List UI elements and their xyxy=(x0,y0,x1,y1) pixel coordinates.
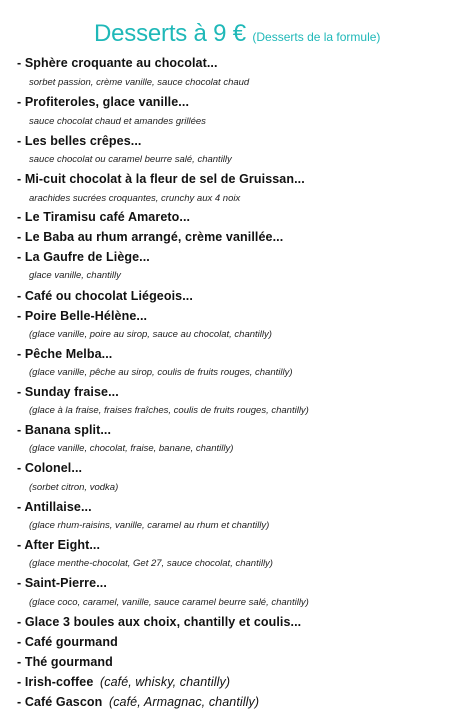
menu-item-desc: sauce chocolat ou caramel beurre salé, chantilly xyxy=(29,154,232,165)
menu-item: - Sunday fraise... xyxy=(17,385,119,399)
menu-item-name: - Café Gascon xyxy=(17,695,103,709)
menu-item-desc: (glace à la fraise, fraises fraîches, coulis de fruits rouges, chantilly) xyxy=(29,405,309,416)
menu-title-subtitle: (Desserts de la formule) xyxy=(252,30,381,44)
menu-item: - Profiteroles, glace vanille... xyxy=(17,95,190,109)
menu-item: - Le Tiramisu café Amareto... xyxy=(17,210,191,224)
menu-item: - Poire Belle-Hélène... xyxy=(17,309,148,323)
menu-item-desc: (glace coco, caramel, vanille, sauce caramel beurre salé, chantilly) xyxy=(29,597,309,608)
menu-item: - Mi-cuit chocolat à la fleur de sel de Gruissan... xyxy=(17,172,305,186)
menu-item-desc: (glace menthe-chocolat, Get 27, sauce chocolat, chantilly) xyxy=(29,558,273,569)
menu-item-desc: glace vanille, chantilly xyxy=(29,270,121,281)
menu-item: - Banana split... xyxy=(17,423,112,437)
menu-item: - Pêche Melba... xyxy=(17,347,113,361)
menu-item-desc: sauce chocolat chaud et amandes grillées xyxy=(29,116,206,127)
menu-item-desc: (sorbet citron, vodka) xyxy=(29,482,119,493)
menu-item: - Sphère croquante au chocolat... xyxy=(17,56,218,70)
menu-item: - Glace 3 boules aux choix, chantilly et coulis... xyxy=(17,615,302,629)
menu-item xyxy=(17,694,259,710)
menu-item-name: - Irish-coffee xyxy=(17,675,94,689)
menu-item: - After Eight... xyxy=(17,538,101,552)
menu-item: - La Gaufre de Liège... xyxy=(17,250,150,264)
menu-item-inline-desc: (café, whisky, chantilly) xyxy=(100,675,231,689)
menu-item: - Les belles crêpes... xyxy=(17,134,142,148)
menu-item: - Colonel... xyxy=(17,461,83,475)
menu-item: - Thé gourmand xyxy=(17,655,113,669)
menu-item-desc: arachides sucrées croquantes, crunchy aux 4 noix xyxy=(29,193,241,204)
menu-item-desc: sorbet passion, crème vanille, sauce chocolat chaud xyxy=(29,77,250,88)
menu-item-desc: (glace vanille, pêche au sirop, coulis de fruits rouges, chantilly) xyxy=(29,367,293,378)
menu-item-desc: (glace vanille, poire au sirop, sauce au chocolat, chantilly) xyxy=(29,329,272,340)
menu-item: - Le Baba au rhum arrangé, crème vanillée... xyxy=(17,230,284,244)
menu-item-desc: (glace vanille, chocolat, fraise, banane, chantilly) xyxy=(29,443,234,454)
menu-item-desc: (glace rhum-raisins, vanille, caramel au rhum et chantilly) xyxy=(29,520,270,531)
menu-item: - Antillaise... xyxy=(17,500,92,514)
menu-item-inline-desc: (café, Armagnac, chantilly) xyxy=(108,695,260,709)
menu-title-main: Desserts à 9 € xyxy=(94,20,246,47)
menu-item xyxy=(17,674,230,690)
menu-item: - Café ou chocolat Liégeois... xyxy=(17,289,193,303)
menu-title xyxy=(94,20,380,48)
menu-item: - Saint-Pierre... xyxy=(17,576,107,590)
menu-item: - Café gourmand xyxy=(17,635,118,649)
